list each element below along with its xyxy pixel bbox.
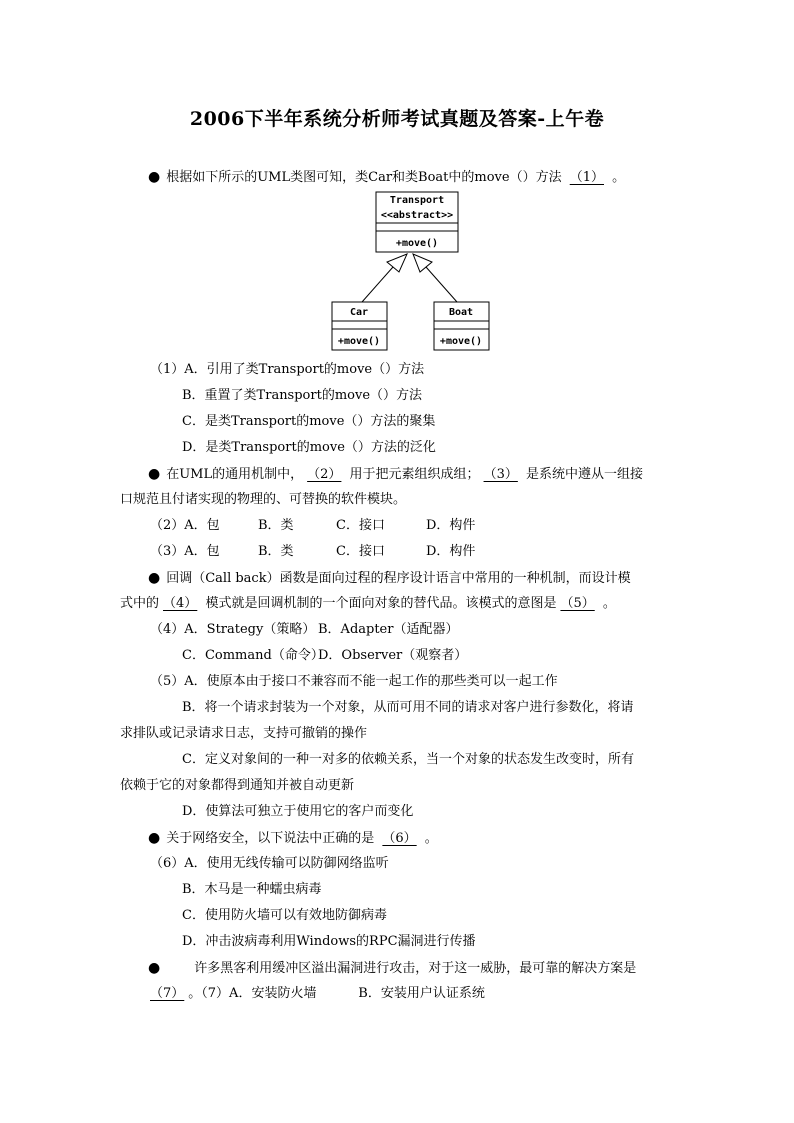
- q1-stem-text: 根据如下所示的UML类图可知，类Car和类Boat中的move（）方法: [166, 170, 562, 185]
- q1-blank: （1）: [569, 170, 604, 185]
- q2-option-c: C．接口: [336, 518, 385, 533]
- q1-option-a: （1）A．引用了类Transport的move（）方法: [150, 362, 425, 377]
- q7-option-b: B．安装用户认证系统: [358, 986, 485, 1001]
- bullet-icon: ●: [148, 466, 161, 482]
- boat-inheritance-arrowhead: [413, 254, 432, 272]
- q1-end: 。: [612, 170, 626, 185]
- q2-options: [150, 517, 475, 535]
- page-title: 2006下半年系统分析师考试真题及答案-上午卷: [189, 108, 605, 130]
- boat-operation: +move(): [439, 336, 483, 347]
- transport-operation: +move(): [395, 238, 439, 249]
- q7-line1: 许多黑客利用缓冲区溢出漏洞进行攻击，对于这一威胁，最可靠的解决方案是: [194, 961, 637, 976]
- q3-option-d: D．构件: [426, 544, 476, 559]
- q5-option-d: D．使算法可独立于使用它的客户而变化: [182, 804, 414, 819]
- q4-blank: （4）: [163, 596, 198, 611]
- transport-stereotype: <<abstract>>: [380, 210, 454, 221]
- q4-option-b: B．Adapter（适配器）: [318, 622, 459, 637]
- q3-options: [150, 543, 475, 561]
- question-7-line2: [146, 985, 485, 1003]
- q4-line2a: 式中的: [120, 596, 160, 611]
- boat-class-name: Boat: [448, 307, 474, 318]
- bullet-icon: ●: [148, 830, 161, 846]
- q4-line1: 回调（Call back）函数是面向过程的程序设计语言中常用的一种机制，而设计模: [166, 571, 631, 586]
- q2-part2: 用于把元素组织成组；: [349, 467, 480, 482]
- q6-option-b: B．木马是一种蠕虫病毒: [182, 882, 322, 897]
- q5-option-a: （5）A．使原本由于接口不兼容而不能一起工作的那些类可以一起工作: [150, 674, 558, 689]
- q6-end: 。: [424, 831, 438, 846]
- car-operation: +move(): [337, 336, 381, 347]
- q6-option-d: D．冲击波病毒利用Windows的RPC漏洞进行传播: [182, 934, 476, 949]
- q6-option-c: C．使用防火墙可以有效地防御病毒: [182, 908, 387, 923]
- q4-option-a: （4）A．Strategy（策略）: [150, 622, 316, 637]
- uml-class-diagram: [325, 190, 500, 355]
- q4-options-row2: [182, 647, 467, 665]
- transport-class-name: Transport: [389, 195, 445, 206]
- q5-option-b-line1: B．将一个请求封装为一个对象，从而可用不同的请求对客户进行参数化，将请: [182, 700, 634, 715]
- q3-option-c: C．接口: [336, 544, 385, 559]
- boat-inheritance-line: [426, 267, 457, 302]
- question-4-stem-line2: [120, 595, 616, 613]
- q1-option-c: C．是类Transport的move（）方法的聚集: [182, 414, 436, 429]
- q2-option-a: （2）A．包: [150, 518, 220, 533]
- bullet-icon: ●: [148, 169, 161, 185]
- q4-options-row1: [150, 621, 458, 639]
- q4-option-c: C．Command（命令）: [182, 648, 324, 663]
- q5-blank: （5）: [560, 596, 595, 611]
- car-inheritance-line: [362, 267, 393, 302]
- q6-option-a: （6）A．使用无线传输可以防御网络监听: [150, 856, 389, 871]
- q5-option-c-line1: C．定义对象间的一种一对多的依赖关系，当一个对象的状态发生改变时，所有: [182, 752, 634, 767]
- bullet-icon: ●: [148, 570, 161, 586]
- q4-line2b: 模式就是回调机制的一个面向对象的替代品。该模式的意图是: [205, 596, 557, 611]
- car-class-name: Car: [349, 307, 369, 318]
- bullet-icon: ●: [148, 960, 161, 976]
- q1-option-b: B．重置了类Transport的move（）方法: [182, 388, 423, 403]
- q5-option-b-line2: 求排队或记录请求日志，支持可撤销的操作: [120, 726, 368, 741]
- q7-blank: （7）: [150, 986, 185, 1001]
- q3-option-b: B．类: [258, 544, 294, 559]
- q2-part3: 是系统中遵从一组接: [525, 467, 643, 482]
- question-2-stem: [148, 465, 643, 484]
- q4-option-d: D．Observer（观察者）: [318, 648, 468, 663]
- q2-option-b: B．类: [258, 518, 294, 533]
- question-6-stem: [148, 829, 438, 848]
- q3-option-a: （3）A．包: [150, 544, 220, 559]
- q2-option-d: D．构件: [426, 518, 476, 533]
- q6-stem-text: 关于网络安全，以下说法中正确的是: [166, 831, 375, 846]
- car-inheritance-arrowhead: [387, 254, 407, 272]
- q6-blank: （6）: [382, 831, 417, 846]
- question-2-stem-line2: 口规范且付诸实现的物理的、可替换的软件模块。: [120, 492, 407, 507]
- question-7-stem: [148, 959, 636, 978]
- question-1-stem: [148, 168, 625, 187]
- q7-option-a: 。（7）A．安装防火墙: [188, 986, 317, 1001]
- q3-blank: （3）: [483, 467, 518, 482]
- q1-option-d: D．是类Transport的move（）方法的泛化: [182, 440, 436, 455]
- q2-blank: （2）: [307, 467, 342, 482]
- q4-end: 。: [602, 596, 616, 611]
- q5-option-c-line2: 依赖于它的对象都得到通知并被自动更新: [120, 778, 355, 793]
- question-4-stem: [148, 569, 631, 588]
- q2-part1: 在UML的通用机制中，: [166, 467, 304, 482]
